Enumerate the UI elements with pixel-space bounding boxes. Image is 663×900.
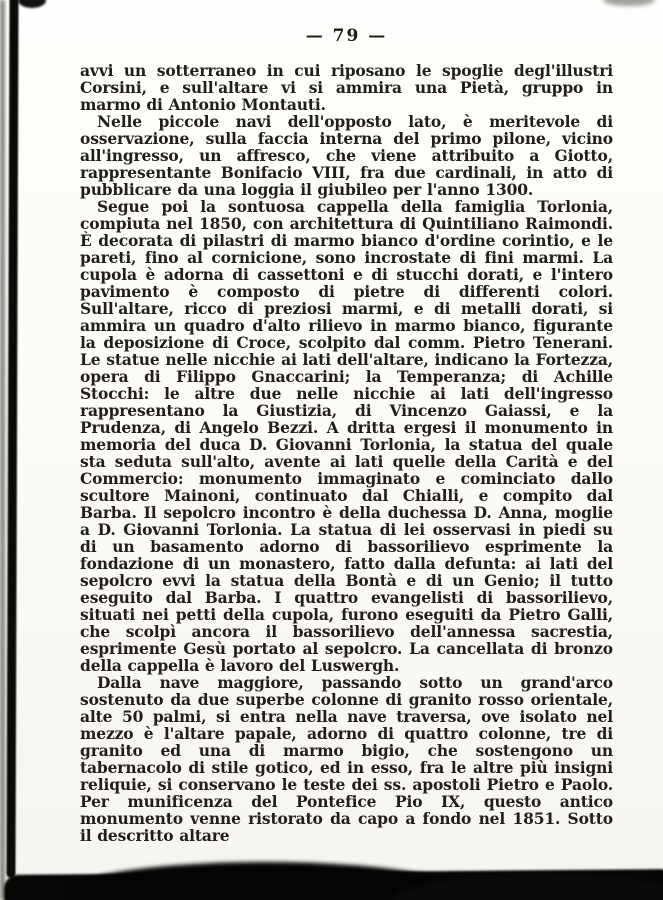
paragraph-affresco-giotto: Nelle piccole navi dell'opposto lato, è meritevole di osservazione, sulla faccia interna del primo pilone, vicino all'ingresso, un affresco, che viene attribuito a Giotto, rappresentante Bonifacio VIII, fra due cardinali, in atto di pubblicare da una loggia il giubileo per l'anno 1300.	[80, 112, 613, 199]
paragraph-nave-maggiore: Dalla nave maggiore, passando sotto un grand'arco sostenuto da due superbe colonne di granito rosso orientale, alte 50 palmi, si entra nella nave traversa, ove isolato nel mezzo è l'altare papale, adorno di quattro colonne, tre di granito ed una di marmo bigio, che sostengono un tabernacolo di stile gotico, ed in esso, fra le altre più insigni reliquie, si conservano le teste dei ss. apostoli Pietro e Paolo. Per munificenza del Pontefice Pio IX, questo antico monumento venne ristorato da capo a fondo nel 1851. Sotto il descritto altare	[80, 673, 613, 845]
paragraph-continuation: avvi un sotterraneo in cui riposano le spoglie degl'illustri Corsini, e sull'altare vi si ammira una Pietà, gruppo in marmo di Antonio Montauti.	[80, 61, 613, 114]
paragraph-cappella-torlonia: Segue poi la sontuosa cappella della famiglia Torlonia, compiuta nel 1850, con architettura di Quintiliano Raimondi. È decorata di pilastri di marmo bianco d'ordine corintio, e le pareti, fino al cornicione, sono incrostate di fini marmi. La cupola è adorna di cassettoni e di stucchi dorati, e l'intero pavimento è composto di pietre di differenti colori. Sull'altare, ricco di preziosi marmi, e di metalli dorati, si ammira un quadro d'alto rilievo in marmo bianco, figurante la deposizione di Croce, scolpito dal comm. Pietro Tenerani. Le statue nelle nicchie ai lati dell'altare, indicano la Fortezza, opera di Filippo Gnaccarini; la Temperanza; di Achille Stocchi: le altre due nelle nicchie ai lati dell'ingresso rappresentano la Giustizia, di Vincenzo Gaiassi, e la Prudenza, di Angelo Bezzi. A dritta ergesi il monumento in memoria del duca D. Giovanni Torlonia, la statua del quale sta seduta sull'alto, avente ai lati quelle della Carità e del Commercio: monumento immaginato e cominciato dallo scultore Mainoni, continuato dal Chialli, e compito dal Barba. Il sepolcro incontro è della duchessa D. Anna, moglie a D. Giovanni Torlonia. La statua di lei osservasi in piedi su di un basamento adorno di bassorilievo esprimente la fondazione di un monastero, fatto dalla defunta: ai lati del sepolcro evvi la statua della Bontà e di un Genio; il tutto eseguito dal Barba. I quattro evangelisti di bassorilievo, situati nei petti della cupola, furono eseguiti da Pietro Galli, che scolpì ancora il bassorilievo dell'annessa sacrestia, esprimente Gesù portato al sepolcro. La cancellata di bronzo della cappella è lavoro del Luswergh.	[80, 197, 613, 675]
page-number: — 79 —	[305, 26, 388, 46]
text-block	[80, 62, 613, 844]
